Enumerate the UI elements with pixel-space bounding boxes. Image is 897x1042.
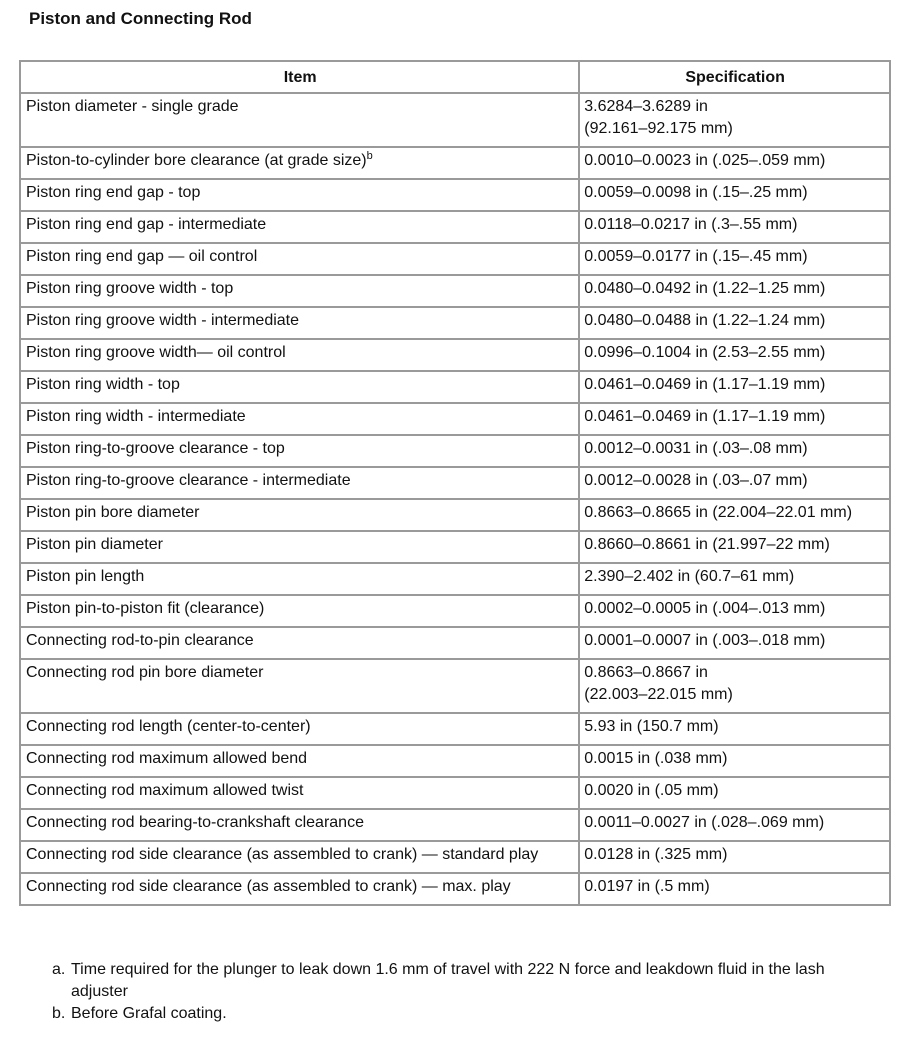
item-cell <box>20 467 579 499</box>
table-row <box>20 307 890 339</box>
table-header-row <box>20 61 890 93</box>
item-cell <box>20 371 579 403</box>
item-cell <box>20 873 579 905</box>
footnote-item <box>52 1003 872 1025</box>
item-cell <box>20 499 579 531</box>
specification-line: 0.0996–0.1004 in (2.53–2.55 mm) <box>584 344 826 361</box>
specification-line: 0.0001–0.0007 in (.003–.018 mm) <box>584 632 826 649</box>
specification-line: 0.0020 in (.05 mm) <box>584 782 719 799</box>
item-text: Piston ring groove width - intermediate <box>26 312 300 329</box>
item-text: Piston pin length <box>26 568 145 585</box>
table-row <box>20 339 890 371</box>
table-row <box>20 841 890 873</box>
specification-line: 0.8660–0.8661 in (21.997–22 mm) <box>584 536 830 553</box>
table-row <box>20 467 890 499</box>
item-text: Piston pin-to-piston fit (clearance) <box>26 600 265 617</box>
specification-line: 0.0118–0.0217 in (.3–.55 mm) <box>584 216 798 233</box>
footnotes-list <box>52 959 872 1025</box>
table-row <box>20 873 890 905</box>
item-cell <box>20 659 579 713</box>
specification-line: 0.0059–0.0098 in (.15–.25 mm) <box>584 184 808 201</box>
specification-line: 0.0012–0.0028 in (.03–.07 mm) <box>584 472 808 489</box>
specification-line: 0.0461–0.0469 in (1.17–1.19 mm) <box>584 376 826 393</box>
item-text: Connecting rod-to-pin clearance <box>26 632 254 649</box>
specification-cell <box>579 307 890 339</box>
item-cell <box>20 147 579 179</box>
specification-cell <box>579 147 890 179</box>
item-text: Piston ring groove width - top <box>26 280 234 297</box>
specification-line: 0.0197 in (.5 mm) <box>584 878 710 895</box>
specification-line: 0.0012–0.0031 in (.03–.08 mm) <box>584 440 808 457</box>
footnote-text: Before Grafal coating. <box>71 1005 227 1022</box>
specification-cell <box>579 371 890 403</box>
specification-cell <box>579 531 890 563</box>
table-row <box>20 147 890 179</box>
item-cell <box>20 179 579 211</box>
specification-line: (22.003–22.015 mm) <box>584 686 733 703</box>
item-cell <box>20 211 579 243</box>
footnote-ref: b <box>366 150 373 162</box>
table-row <box>20 713 890 745</box>
item-text: Piston ring end gap - top <box>26 184 201 201</box>
footnote-marker: b. <box>52 1005 66 1022</box>
specification-line: 5.93 in (150.7 mm) <box>584 718 719 735</box>
specification-line: 0.0461–0.0469 in (1.17–1.19 mm) <box>584 408 826 425</box>
item-text: Piston ring-to-groove clearance - intermediate <box>26 472 351 489</box>
specification-cell <box>579 563 890 595</box>
item-cell <box>20 307 579 339</box>
table-row <box>20 435 890 467</box>
specification-cell <box>579 93 890 147</box>
table-row <box>20 243 890 275</box>
table-row <box>20 371 890 403</box>
specification-line: 0.0010–0.0023 in (.025–.059 mm) <box>584 152 826 169</box>
table-row <box>20 659 890 713</box>
table-row <box>20 499 890 531</box>
table-row <box>20 211 890 243</box>
specification-cell <box>579 339 890 371</box>
specification-cell <box>579 275 890 307</box>
specification-line: 3.6284–3.6289 in <box>584 98 708 115</box>
table-row <box>20 403 890 435</box>
page-title: Piston and Connecting Rod <box>29 9 252 28</box>
item-text: Connecting rod bearing-to-crankshaft clearance <box>26 814 364 831</box>
table-row <box>20 93 890 147</box>
item-cell <box>20 435 579 467</box>
item-cell <box>20 809 579 841</box>
specification-cell <box>579 713 890 745</box>
item-text: Piston ring-to-groove clearance - top <box>26 440 285 457</box>
item-cell <box>20 339 579 371</box>
item-cell <box>20 563 579 595</box>
spec-table <box>19 60 891 906</box>
specification-line: 2.390–2.402 in (60.7–61 mm) <box>584 568 795 585</box>
specification-cell <box>579 809 890 841</box>
column-header-item: Item <box>20 61 579 93</box>
item-cell <box>20 745 579 777</box>
specification-cell <box>579 467 890 499</box>
item-text: Piston pin bore diameter <box>26 504 200 521</box>
item-cell <box>20 531 579 563</box>
table-row <box>20 563 890 595</box>
specification-line: 0.0128 in (.325 mm) <box>584 846 728 863</box>
table-row <box>20 745 890 777</box>
item-text: Connecting rod maximum allowed bend <box>26 750 308 767</box>
item-cell <box>20 243 579 275</box>
item-cell <box>20 275 579 307</box>
specification-line: 0.8663–0.8667 in <box>584 664 708 681</box>
item-text: Connecting rod pin bore diameter <box>26 664 264 681</box>
item-text: Piston ring width - top <box>26 376 180 393</box>
item-text: Piston ring end gap — oil control <box>26 248 258 265</box>
table-row <box>20 531 890 563</box>
specification-cell <box>579 627 890 659</box>
item-text: Connecting rod side clearance (as assembled to crank) — standard play <box>26 846 539 863</box>
item-cell <box>20 403 579 435</box>
item-text: Piston pin diameter <box>26 536 163 553</box>
specification-cell <box>579 841 890 873</box>
specification-line: 0.0011–0.0027 in (.028–.069 mm) <box>584 814 825 831</box>
specification-cell <box>579 659 890 713</box>
specification-line: 0.0059–0.0177 in (.15–.45 mm) <box>584 248 808 265</box>
item-text: Piston-to-cylinder bore clearance (at grade size) <box>26 152 367 169</box>
specification-cell <box>579 745 890 777</box>
specification-cell <box>579 179 890 211</box>
item-text: Connecting rod maximum allowed twist <box>26 782 304 799</box>
specification-cell <box>579 403 890 435</box>
specification-cell <box>579 595 890 627</box>
item-cell <box>20 841 579 873</box>
item-text: Connecting rod length (center-to-center) <box>26 718 311 735</box>
specification-cell <box>579 777 890 809</box>
item-text: Piston ring width - intermediate <box>26 408 246 425</box>
item-cell <box>20 93 579 147</box>
specification-line: (92.161–92.175 mm) <box>584 120 733 137</box>
item-cell <box>20 713 579 745</box>
specification-line: 0.0480–0.0492 in (1.22–1.25 mm) <box>584 280 826 297</box>
table-body <box>20 93 890 905</box>
item-cell <box>20 777 579 809</box>
item-text: Piston ring end gap - intermediate <box>26 216 267 233</box>
column-header-specification: Specification <box>579 61 890 93</box>
footnote-marker: a. <box>52 961 66 978</box>
footnote-item <box>52 959 872 1003</box>
table-row <box>20 809 890 841</box>
item-text: Piston ring groove width— oil control <box>26 344 286 361</box>
footnote-text: Time required for the plunger to leak down 1.6 mm of travel with 222 N force and leakdown fluid in the lash adjuster <box>71 961 825 1000</box>
specification-line: 0.8663–0.8665 in (22.004–22.01 mm) <box>584 504 853 521</box>
specification-cell <box>579 499 890 531</box>
specification-cell <box>579 211 890 243</box>
specification-cell <box>579 435 890 467</box>
specification-cell <box>579 243 890 275</box>
table-row <box>20 627 890 659</box>
item-text: Connecting rod side clearance (as assembled to crank) — max. play <box>26 878 511 895</box>
table-row <box>20 179 890 211</box>
specification-line: 0.0480–0.0488 in (1.22–1.24 mm) <box>584 312 826 329</box>
item-cell <box>20 627 579 659</box>
table-row <box>20 777 890 809</box>
item-cell <box>20 595 579 627</box>
table-row <box>20 275 890 307</box>
specification-line: 0.0015 in (.038 mm) <box>584 750 728 767</box>
item-text: Piston diameter - single grade <box>26 98 239 115</box>
table-row <box>20 595 890 627</box>
specification-cell <box>579 873 890 905</box>
specification-line: 0.0002–0.0005 in (.004–.013 mm) <box>584 600 826 617</box>
